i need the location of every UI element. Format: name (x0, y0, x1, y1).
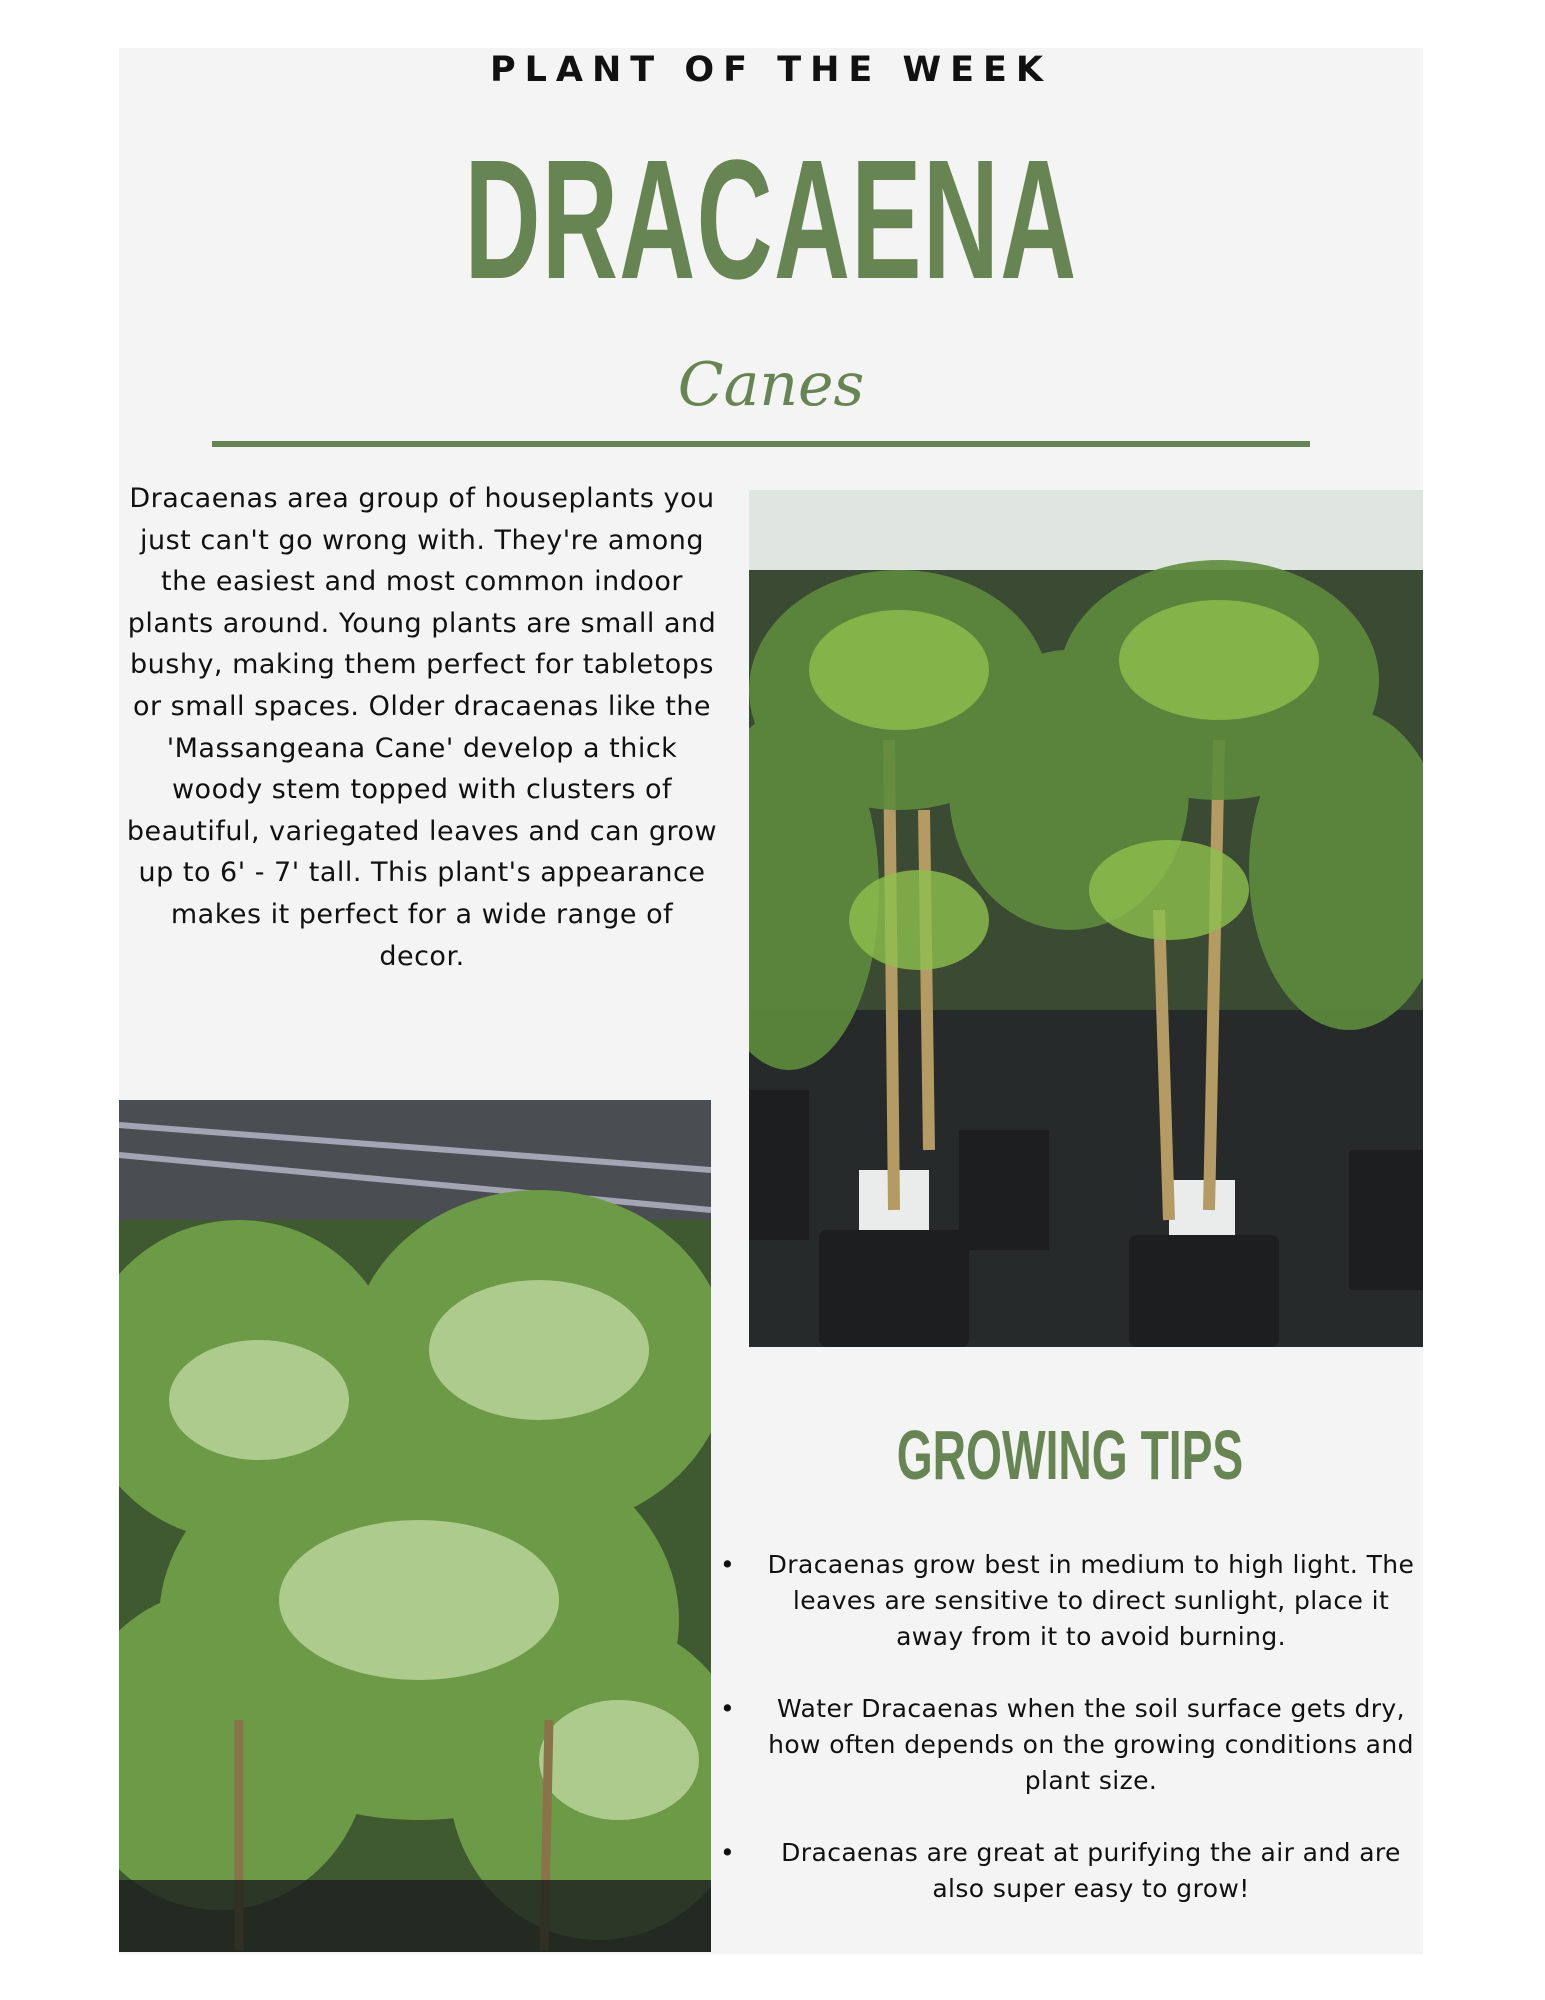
tip-text: Dracaenas are great at purifying the air and are also super easy to grow! (781, 1838, 1401, 1903)
list-item (720, 1691, 1426, 1799)
list-item (720, 1547, 1426, 1655)
intro-paragraph: Dracaenas area group of houseplants you just can't go wrong with. They're among the easiest and most common indoor plants around. Young plants are small and bushy, making them perfect for tabletops or small spaces. Older dracaenas like the 'Massangeana Cane' develop a thick woody stem topped with clusters of beautiful, variegated leaves and can grow up to 6' - 7' tall. This plant's appearance makes it perfect for a wide range of decor. (126, 483, 718, 972)
kicker-text: PLANT OF THE WEEK (489, 50, 1053, 90)
tips-list (720, 1547, 1426, 1943)
dracaena-canes-photo (749, 490, 1423, 1347)
list-item (720, 1835, 1426, 1907)
subtitle-script: Canes (677, 350, 865, 420)
divider-rule (212, 441, 1310, 447)
page-title: DRACAENA (464, 125, 1078, 315)
variegated-dracaena-photo (119, 1100, 711, 1952)
tips-heading: GROWING TIPS (896, 1416, 1244, 1494)
bullet-icon: • (720, 1694, 736, 1723)
tip-text: Dracaenas grow best in medium to high light. The leaves are sensitive to direct sunlight, place it away from it to avoid burning. (767, 1550, 1415, 1651)
bullet-icon: • (720, 1838, 736, 1867)
tip-text: Water Dracaenas when the soil surface gets dry, how often depends on the growing conditions and plant size. (768, 1694, 1414, 1795)
bullet-icon: • (720, 1550, 736, 1579)
